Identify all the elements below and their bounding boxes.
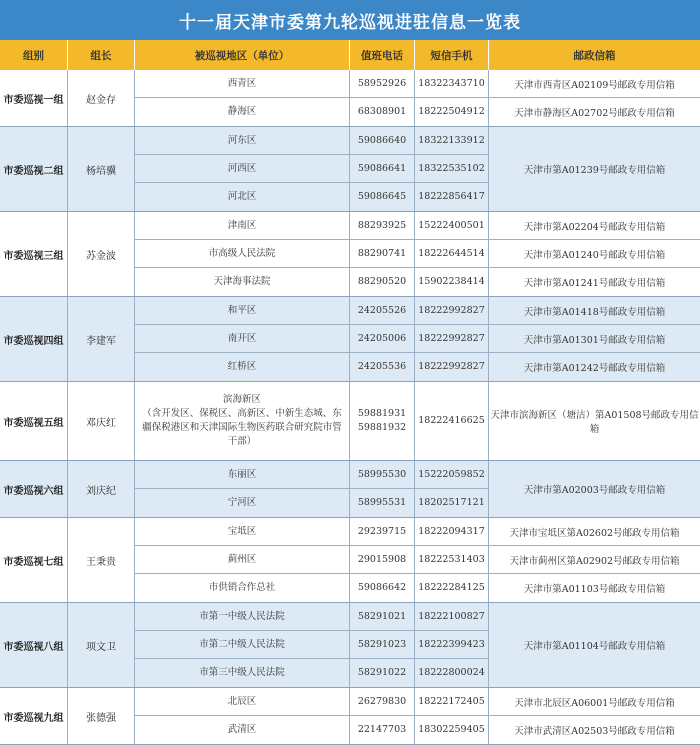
phone-cell — [350, 546, 415, 573]
mailbox-cell: 天津市西青区A02109号邮政专用信箱 — [489, 70, 700, 98]
phone-number: 59881931 — [357, 408, 407, 419]
mailbox-column — [489, 127, 700, 211]
mailbox-cell: 天津市第A02204号邮政专用信箱 — [489, 212, 700, 240]
mailbox-cell: 天津市滨海新区（塘沽）第A01508号邮政专用信箱 — [490, 410, 699, 435]
unit-cell: 北辰区 — [135, 688, 350, 715]
table-row — [135, 212, 489, 240]
phone-number: 68308901 — [357, 106, 407, 117]
phone-number: 24205536 — [357, 361, 407, 372]
group-rows — [135, 688, 489, 744]
unit-cell: 市高级人民法院 — [135, 240, 350, 267]
phone-cell — [350, 631, 415, 658]
phone-number: 88290741 — [357, 247, 407, 259]
group-leader: 项文卫 — [68, 603, 135, 687]
table-row — [135, 268, 489, 296]
mobile-cell: 18222172405 — [415, 688, 489, 715]
table-row — [135, 489, 489, 517]
phone-number: 24205526 — [357, 304, 407, 316]
group-name: 市委巡视五组 — [0, 382, 68, 460]
phone-cell — [350, 518, 415, 545]
table-row — [135, 631, 489, 659]
mobile-cell: 18222992827 — [415, 353, 489, 381]
mobile-cell: 18202517121 — [415, 489, 489, 517]
table-title: 十一届天津市委第九轮巡视进驻信息一览表 — [0, 0, 700, 40]
group-name: 市委巡视三组 — [0, 212, 68, 296]
group-leader: 王秉贵 — [68, 518, 135, 602]
unit-cell: 红桥区 — [135, 353, 350, 381]
group-block — [0, 688, 700, 745]
header-leader: 组长 — [68, 40, 135, 70]
unit-cell: 南开区 — [135, 325, 350, 352]
mobile-cell: 18222531403 — [415, 546, 489, 573]
phone-cell — [350, 489, 415, 517]
phone-number: 88293925 — [357, 219, 407, 231]
phone-number: 26279830 — [357, 695, 407, 707]
mailbox-cell: 天津市蓟州区第A02902号邮政专用信箱 — [489, 546, 700, 574]
group-name: 市委巡视一组 — [0, 70, 68, 126]
mailbox-column — [489, 688, 700, 744]
unit-cell: 滨海新区 （含开发区、保税区、高新区、中新生态城、东疆保税港区和天津国际生物医药联合研究院市管干部） — [135, 382, 350, 460]
mailbox-cell: 天津市第A01104号邮政专用信箱 — [523, 641, 666, 652]
mobile-cell: 18322535102 — [415, 155, 489, 182]
phone-number: 59086645 — [357, 191, 407, 202]
group-rows — [135, 603, 489, 687]
unit-cell: 津南区 — [135, 212, 350, 239]
mobile-cell: 15902238414 — [415, 268, 489, 296]
unit-cell: 武清区 — [135, 716, 350, 744]
group-rows — [135, 70, 489, 126]
unit-cell: 蓟州区 — [135, 546, 350, 573]
group-block — [0, 382, 700, 461]
mailbox-cell: 天津市第A01241号邮政专用信箱 — [523, 278, 666, 289]
unit-cell: 河东区 — [135, 127, 350, 154]
unit-cell: 宁河区 — [135, 489, 350, 517]
group-rows — [135, 461, 489, 517]
group-leader: 苏金波 — [68, 212, 135, 296]
phone-number: 88290520 — [357, 276, 407, 287]
table-body — [0, 70, 700, 745]
header-group: 组别 — [0, 40, 68, 70]
phone-cell — [350, 212, 415, 239]
phone-number: 58995531 — [357, 497, 407, 508]
group-rows — [135, 382, 489, 460]
phone-number: 59086641 — [357, 162, 407, 174]
mailbox-column — [489, 382, 700, 460]
mailbox-column — [489, 212, 700, 296]
mailbox-column — [489, 518, 700, 602]
phone-cell — [350, 268, 415, 296]
group-block — [0, 461, 700, 518]
header-mailbox: 邮政信箱 — [573, 49, 616, 62]
group-block — [0, 518, 700, 603]
phone-cell — [350, 603, 415, 630]
mailbox-cell: 天津市第A01242号邮政专用信箱 — [523, 363, 666, 374]
table-row — [135, 518, 489, 546]
table-row — [135, 688, 489, 716]
group-rows — [135, 518, 489, 602]
group-rows — [135, 212, 489, 296]
table-row — [135, 461, 489, 489]
mailbox-cell: 天津市第A01301号邮政专用信箱 — [489, 325, 700, 353]
phone-cell — [350, 716, 415, 744]
phone-number: 22147703 — [357, 724, 407, 735]
mobile-cell: 18222504912 — [415, 98, 489, 126]
phone-number: 59086642 — [357, 582, 407, 593]
group-name: 市委巡视四组 — [0, 297, 68, 381]
table-header — [0, 40, 700, 70]
mobile-cell: 15222059852 — [415, 461, 489, 488]
mobile-cell: 18222100827 — [415, 603, 489, 630]
unit-cell: 河西区 — [135, 155, 350, 182]
phone-cell — [350, 155, 415, 182]
table-row — [135, 98, 489, 126]
group-leader: 赵金存 — [68, 70, 135, 126]
group-rows — [135, 127, 489, 211]
phone-cell — [350, 127, 415, 154]
phone-cell — [350, 461, 415, 488]
mailbox-column — [489, 603, 700, 687]
mobile-cell: 18222644514 — [415, 240, 489, 267]
group-name: 市委巡视八组 — [0, 603, 68, 687]
phone-number: 58995530 — [357, 468, 407, 480]
phone-number: 58291021 — [357, 610, 407, 622]
group-block — [0, 70, 700, 127]
table-row — [135, 70, 489, 98]
table-row — [135, 603, 489, 631]
header-unit: 被巡视地区（单位） — [135, 40, 350, 70]
mobile-cell: 18322343710 — [415, 70, 489, 97]
mobile-cell: 18222399423 — [415, 631, 489, 658]
table-row — [135, 659, 489, 687]
group-leader: 李建军 — [68, 297, 135, 381]
mobile-cell: 18222800024 — [415, 659, 489, 687]
table-row — [135, 716, 489, 744]
phone-number: 59086640 — [357, 134, 407, 146]
unit-cell: 西青区 — [135, 70, 350, 97]
mailbox-cell: 天津市静海区A02702号邮政专用信箱 — [514, 108, 675, 119]
mobile-cell: 18222856417 — [415, 183, 489, 211]
unit-cell: 河北区 — [135, 183, 350, 211]
table-row — [135, 325, 489, 353]
mailbox-column — [489, 70, 700, 126]
phone-cell — [350, 183, 415, 211]
table-row — [135, 240, 489, 268]
unit-cell: 东丽区 — [135, 461, 350, 488]
phone-number: 58291023 — [357, 638, 407, 650]
group-block — [0, 603, 700, 688]
mailbox-column — [489, 461, 700, 517]
unit-cell: 市第一中级人民法院 — [135, 603, 350, 630]
table-row — [135, 127, 489, 155]
group-name: 市委巡视六组 — [0, 461, 68, 517]
mailbox-cell: 天津市第A02003号邮政专用信箱 — [523, 485, 666, 496]
mailbox-cell: 天津市第A01239号邮政专用信箱 — [523, 165, 666, 176]
header-mobile: 短信手机 — [415, 40, 489, 70]
phone-number: 29015908 — [357, 553, 407, 565]
table-row — [135, 546, 489, 574]
mailbox-cell: 天津市宝坻区第A02602号邮政专用信箱 — [489, 518, 700, 546]
phone-number: 58952926 — [357, 77, 407, 89]
phone-cell — [350, 325, 415, 352]
phone-cell — [350, 353, 415, 381]
group-name: 市委巡视九组 — [0, 688, 68, 744]
unit-cell: 天津海事法院 — [135, 268, 350, 296]
group-leader: 刘庆纪 — [68, 461, 135, 517]
group-block — [0, 127, 700, 212]
phone-cell — [350, 382, 415, 460]
phone-number: 58291022 — [357, 667, 407, 678]
group-block — [0, 297, 700, 382]
group-leader: 邓庆红 — [68, 382, 135, 460]
table-row — [135, 353, 489, 381]
group-block — [0, 212, 700, 297]
unit-cell: 市第二中级人民法院 — [135, 631, 350, 658]
group-name: 市委巡视二组 — [0, 127, 68, 211]
phone-cell — [350, 240, 415, 267]
mobile-cell: 18302259405 — [415, 716, 489, 744]
mailbox-column — [489, 297, 700, 381]
phone-cell — [350, 659, 415, 687]
phone-cell — [350, 688, 415, 715]
mobile-cell: 15222400501 — [415, 212, 489, 239]
unit-cell: 市第三中级人民法院 — [135, 659, 350, 687]
header-phone: 值班电话 — [350, 40, 415, 70]
mobile-cell: 18222094317 — [415, 518, 489, 545]
mailbox-cell: 天津市武清区A02503号邮政专用信箱 — [514, 726, 675, 737]
phone-number-2: 59881932 — [357, 422, 407, 433]
table-row — [135, 183, 489, 211]
group-rows — [135, 297, 489, 381]
phone-cell — [350, 98, 415, 126]
group-leader: 张德强 — [68, 688, 135, 744]
table-row — [135, 297, 489, 325]
mobile-cell: 18222992827 — [415, 325, 489, 352]
mobile-cell: 18322133912 — [415, 127, 489, 154]
table-row — [135, 382, 489, 460]
phone-cell — [350, 574, 415, 602]
table-row — [135, 155, 489, 183]
unit-cell: 宝坻区 — [135, 518, 350, 545]
unit-cell: 静海区 — [135, 98, 350, 126]
phone-cell — [350, 70, 415, 97]
unit-cell: 市供销合作总社 — [135, 574, 350, 602]
phone-number: 29239715 — [357, 525, 407, 537]
group-leader: 杨培骥 — [68, 127, 135, 211]
table-row — [135, 574, 489, 602]
phone-number: 24205006 — [357, 332, 407, 344]
phone-cell — [350, 297, 415, 324]
mailbox-cell: 天津市第A01103号邮政专用信箱 — [523, 584, 666, 595]
unit-cell: 和平区 — [135, 297, 350, 324]
mailbox-cell: 天津市北辰区A06001号邮政专用信箱 — [489, 688, 700, 716]
mobile-cell: 18222992827 — [415, 297, 489, 324]
mailbox-cell: 天津市第A01240号邮政专用信箱 — [489, 240, 700, 268]
mobile-cell: 18222284125 — [415, 574, 489, 602]
mobile-cell: 18222416625 — [415, 382, 489, 460]
group-name: 市委巡视七组 — [0, 518, 68, 602]
mailbox-cell: 天津市第A01418号邮政专用信箱 — [489, 297, 700, 325]
